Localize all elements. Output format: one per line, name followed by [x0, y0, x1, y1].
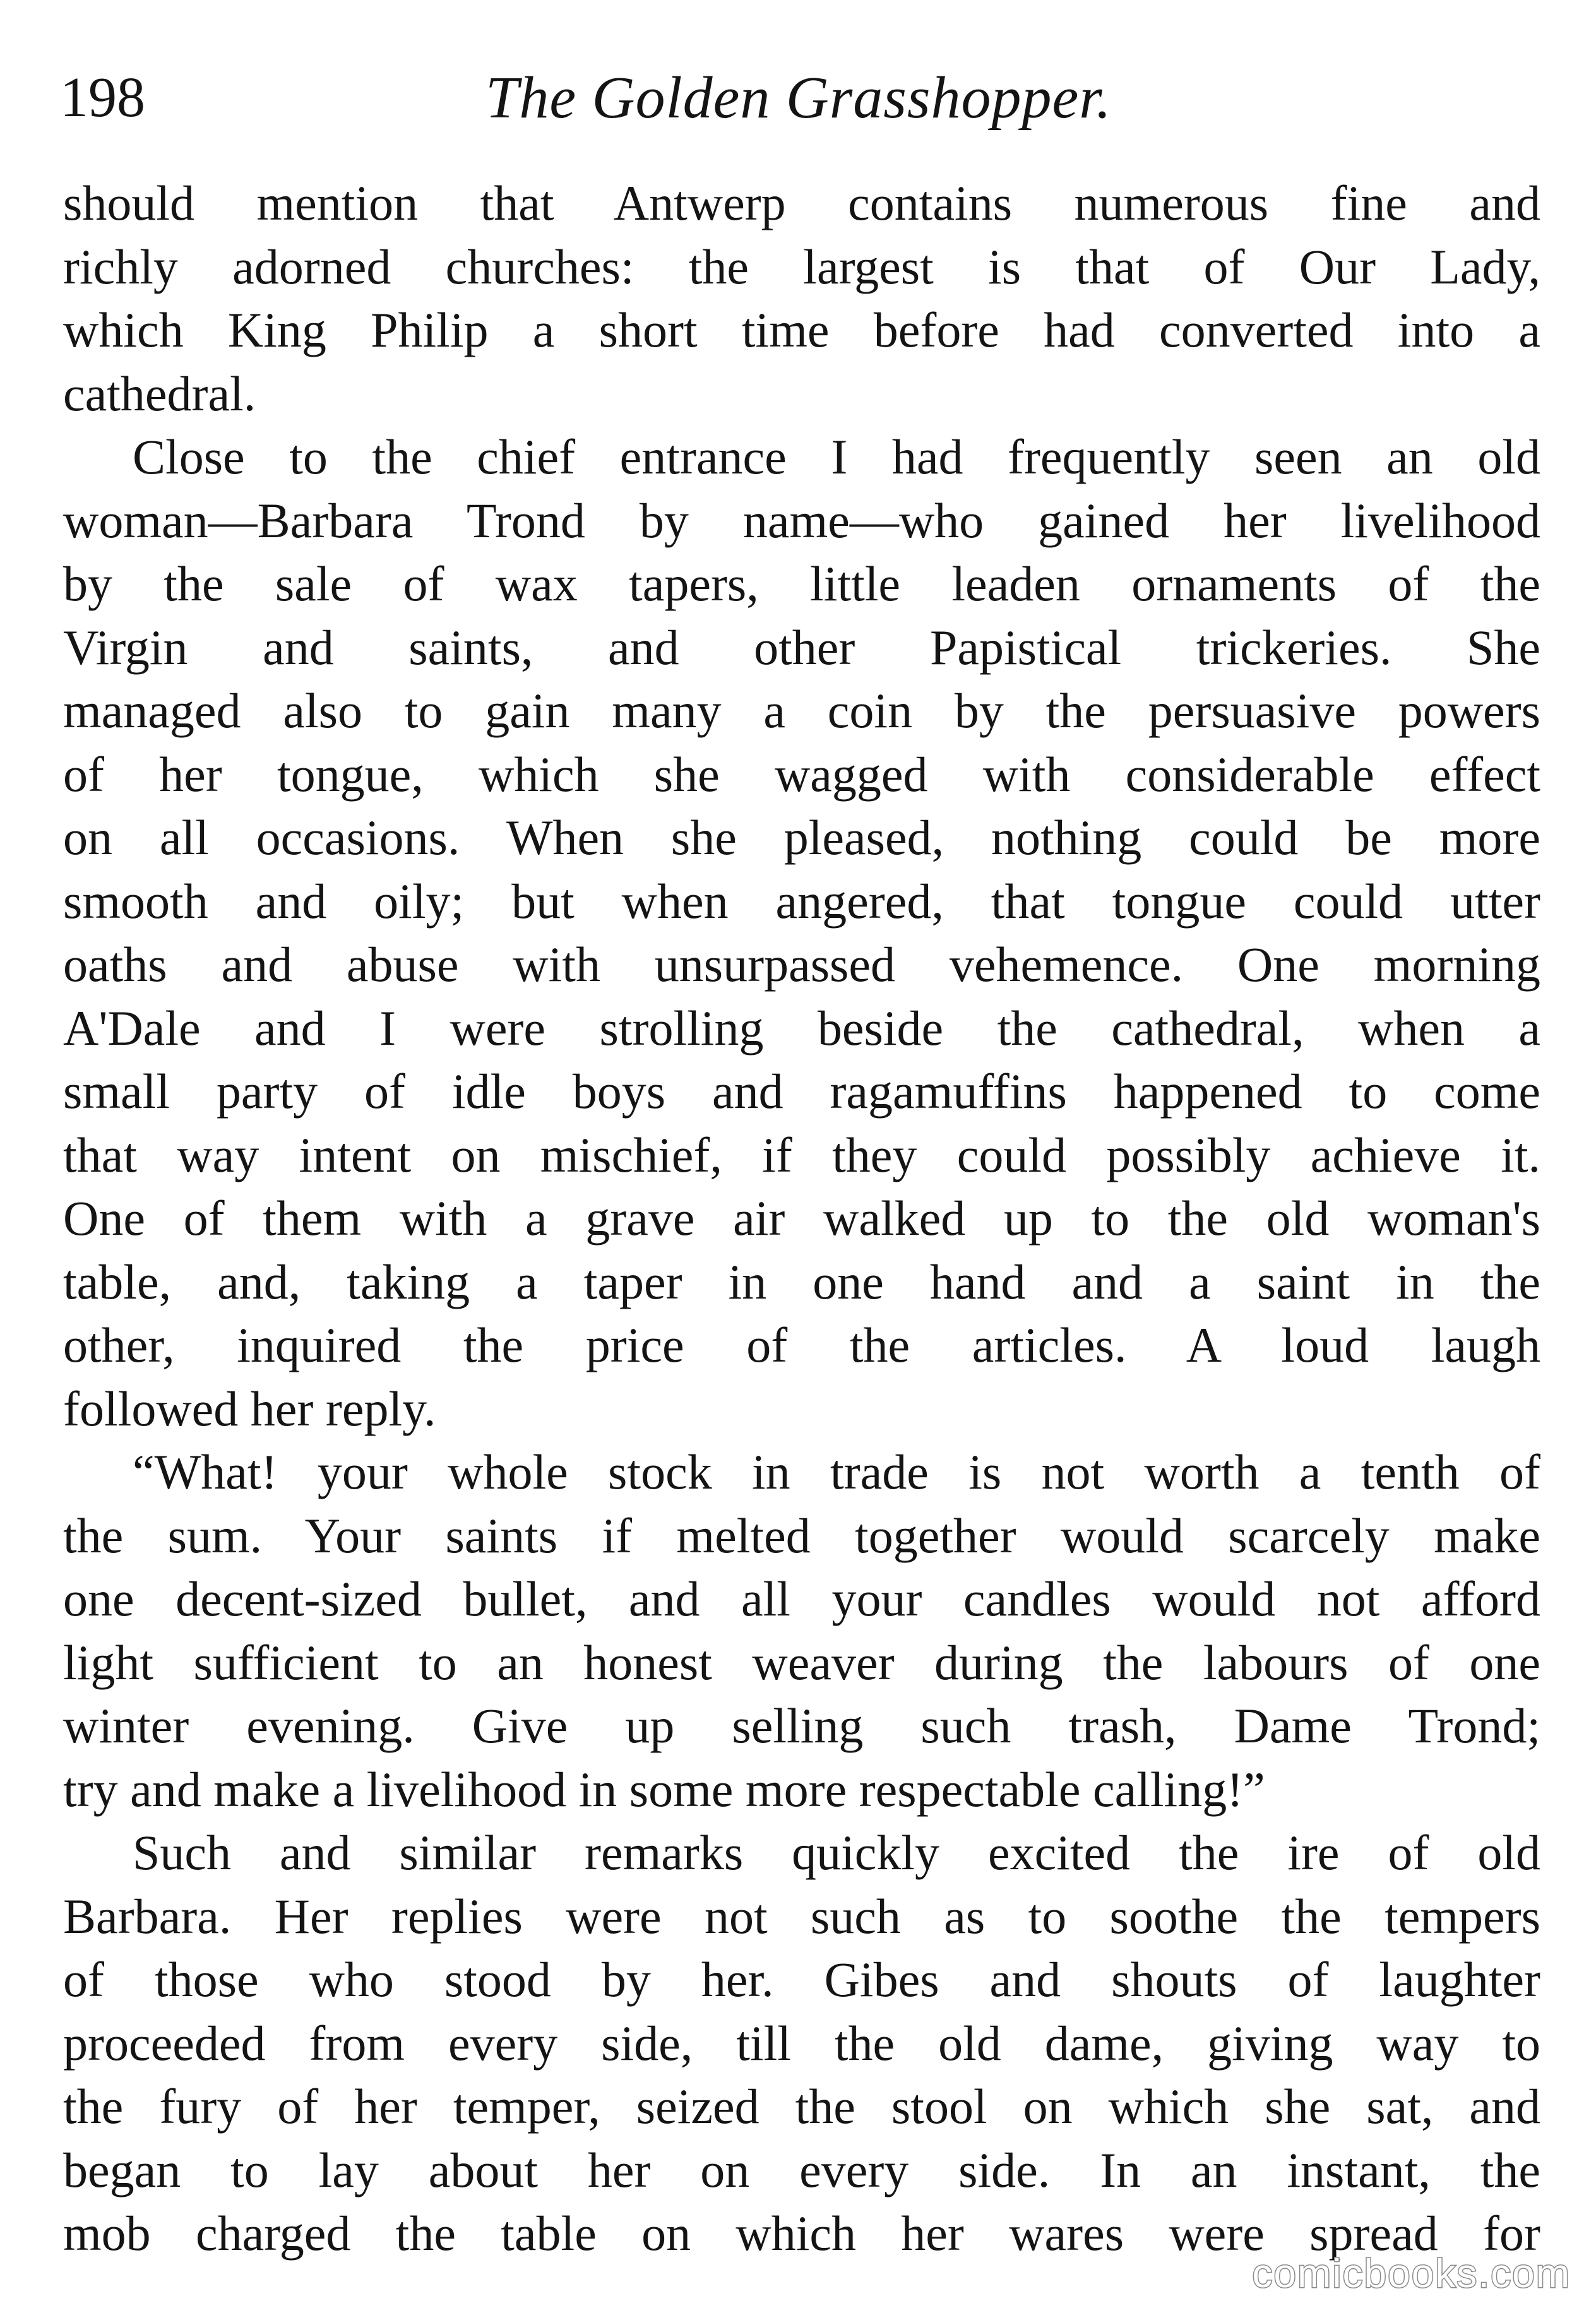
text-line: smooth and oily; but when angered, that tongue could utter	[63, 873, 1540, 929]
text-line: one decent-sized bullet, and all your candles would not afford	[63, 1571, 1540, 1626]
text-line: on all occasions. When she pleased, nothing could be more	[63, 810, 1540, 865]
body-text	[63, 172, 1540, 2266]
text-line: other, inquired the price of the articles. A loud laugh	[63, 1318, 1540, 1372]
text-line: richly adorned churches: the largest is that of Our Lady,	[63, 239, 1540, 294]
text-line: of those who stood by her. Gibes and shouts of laughter	[63, 1952, 1540, 2007]
text-line: Close to the chief entrance I had frequently seen an old	[133, 429, 1540, 484]
text-line: proceeded from every side, till the old dame, giving way to	[63, 2015, 1540, 2071]
text-line: woman—Barbara Trond by name—who gained her livelihood	[63, 492, 1540, 548]
text-line: try and make a livelihood in some more respectable calling!”	[63, 1761, 1265, 1817]
text-line: mob charged the table on which her wares were spread for	[63, 2206, 1540, 2261]
text-line: table, and, taking a taper in one hand and a saint in the	[63, 1254, 1540, 1309]
running-title: The Golden Grasshopper.	[485, 65, 1112, 131]
text-line: the fury of her temper, seized the stool on which she sat, and	[63, 2079, 1540, 2134]
text-line: oaths and abuse with unsurpassed vehemence. One morning	[63, 937, 1540, 992]
text-line: One of them with a grave air walked up to the old woman's	[63, 1191, 1540, 1246]
text-line: of her tongue, which she wagged with considerable effect	[63, 746, 1540, 802]
text-line: which King Philip a short time before had converted into a	[63, 302, 1540, 357]
text-line: “What! your whole stock in trade is not worth a tenth of	[133, 1444, 1540, 1499]
text-line: began to lay about her on every side. In an instant, the	[63, 2142, 1540, 2198]
text-line: that way intent on mischief, if they could possibly achieve it.	[63, 1127, 1540, 1182]
page-number: 198	[60, 66, 145, 129]
text-line: light sufficient to an honest weaver during the labours of one	[63, 1634, 1540, 1690]
text-line: small party of idle boys and ragamuffins happened to come	[63, 1064, 1540, 1119]
text-line: Virgin and saints, and other Papistical trickeries. She	[63, 619, 1540, 675]
text-line: A'Dale and I were strolling beside the cathedral, when a	[63, 1000, 1540, 1056]
text-line: by the sale of wax tapers, little leaden ornaments of the	[63, 556, 1540, 611]
text-line: cathedral.	[63, 366, 256, 421]
text-line: should mention that Antwerp contains numerous fine and	[63, 175, 1540, 230]
text-line: winter evening. Give up selling such trash, Dame Trond;	[63, 1698, 1540, 1753]
text-line: followed her reply.	[63, 1381, 436, 1436]
text-line: managed also to gain many a coin by the persuasive powers	[63, 683, 1540, 738]
text-line: Such and similar remarks quickly excited the ire of old	[133, 1825, 1540, 1880]
page-header	[60, 60, 1537, 136]
text-line: the sum. Your saints if melted together would scarcely make	[63, 1508, 1540, 1563]
text-line: Barbara. Her replies were not such as to soothe the tempers	[63, 1888, 1540, 1944]
watermark: comicbooks.com	[1252, 2251, 1571, 2296]
